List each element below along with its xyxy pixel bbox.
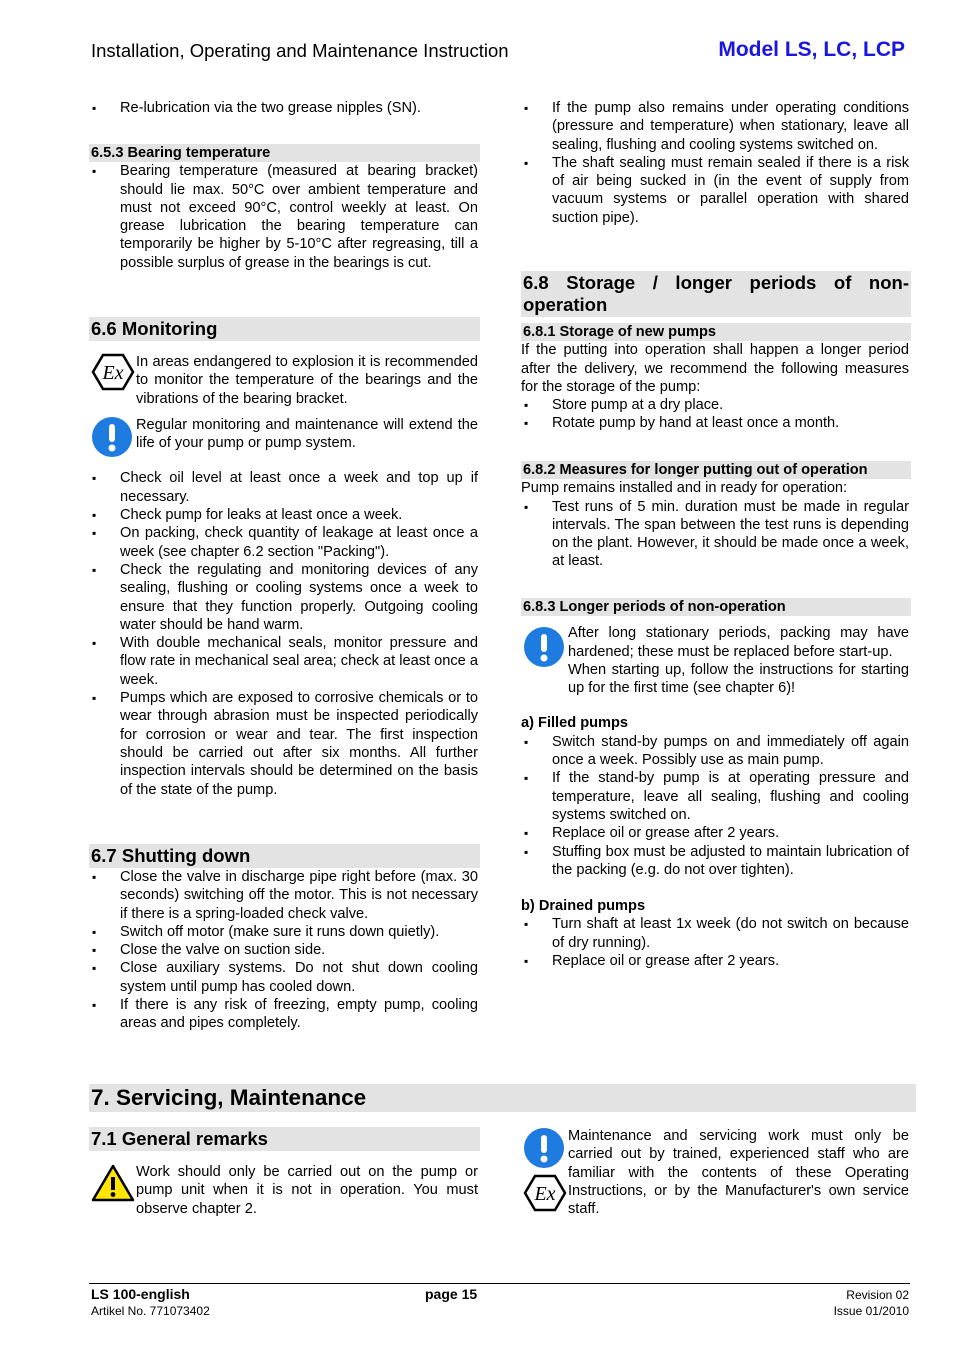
note-text: When starting up, follow the instructions for starting up for the first time (see chapter 6)! (568, 661, 909, 697)
list-item: ▪ If the pump also remains under operating conditions (pressure and temperature) when stationary, leave all sealing, flushing and cooling systems switched on. (521, 99, 911, 154)
chapter-heading: 7. Servicing, Maintenance (89, 1084, 916, 1112)
note-text: Maintenance and servicing work must only be carried out by trained, experienced staff who are familiar with the contents of these Operating Instructions, or by the Manufacturer's own service staff. (568, 1128, 909, 1218)
ex-explosion-icon (91, 353, 135, 396)
section-heading: 7.1 General remarks (89, 1127, 480, 1151)
note-text: Work should only be carried out on the pump or pump unit when it is not in operation. You must observe chapter 2. (136, 1164, 478, 1217)
footer-article: Artikel No. 771073402 (91, 1304, 210, 1318)
list-item: ▪ Check pump for leaks at least once a week. (89, 506, 480, 524)
info-exclamation-icon (91, 416, 133, 463)
storage-text: If the putting into operation shall happen a longer period after the delivery, we recommend the following measures for the storage of the pump: (521, 342, 909, 395)
operating-list (521, 99, 911, 227)
section-6-6 (89, 317, 480, 799)
warning-triangle-icon (91, 1163, 135, 1208)
ex-explosion-icon (523, 1174, 567, 1217)
section-6-8-3 (521, 598, 911, 970)
list-item: ▪ Switch stand-by pumps on and immediately off again once a week. Possibly use as main pump. (521, 733, 911, 770)
list-item: ▪ Replace oil or grease after 2 years. (521, 824, 911, 842)
list-item: ▪ With double mechanical seals, monitor pressure and flow rate in mechanical seal area; check at least once a week. (89, 634, 480, 689)
section-6-8 (521, 271, 911, 433)
page-number: page 15 (425, 1286, 478, 1302)
section-7-1 (89, 1127, 480, 1218)
right-top (521, 99, 911, 227)
section-heading: 6.7 Shutting down (89, 844, 480, 868)
test-run-list (521, 498, 911, 571)
list-item: ▪ Stuffing box must be adjusted to maintain lubrication of the packing (e.g. do not over tighten). (521, 843, 911, 880)
footer-issue: Issue 01/2010 (833, 1304, 909, 1318)
stationary-note (521, 624, 911, 697)
list-item: ▪ Close the valve on suction side. (89, 941, 480, 959)
list-item: ▪ Replace oil or grease after 2 years. (521, 952, 911, 970)
section-6-7 (89, 844, 480, 1033)
subsection-heading: 6.8.1 Storage of new pumps (521, 323, 911, 341)
list-item: ▪ Check the regulating and monitoring devices of any sealing, flushing or cooling systems once a week to ensure that they function properly. Outgoing cooling water should be hand warm. (89, 561, 480, 634)
list-item: ▪ Close the valve in discharge pipe right before (max. 30 seconds) switching off the motor. This is not necessary if there is a spring-loaded check valve. (89, 868, 480, 923)
list-item: ▪ The shaft sealing must remain sealed if there is a risk of air being sucked in (in the event of supply from vacuum systems or parallel operation with shared suction pipe). (521, 154, 911, 227)
svg-text:Ex: Ex (534, 1183, 556, 1205)
list-item: ▪ Turn shaft at least 1x week (do not switch on because of dry running). (521, 915, 911, 952)
note-text: After long stationary periods, packing may have hardened; these must be replaced before start-up. (568, 625, 909, 660)
section-heading: 6.8 Storage / longer periods of non-operation (523, 272, 909, 315)
bearing-list (89, 162, 480, 272)
list-item: ▪ Store pump at a dry place. (521, 396, 911, 414)
filled-pumps-heading: a) Filled pumps (521, 715, 629, 732)
subsection-heading: 6.8.3 Longer periods of non-operation (521, 598, 911, 616)
list-item: ▪ Re-lubrication via the two grease nipples (SN). (89, 99, 480, 117)
left-column (89, 99, 480, 117)
drained-pumps-heading: b) Drained pumps (521, 898, 646, 915)
subsection-heading: 6.8.2 Measures for longer putting out of operation (521, 461, 911, 479)
list-item: ▪ Test runs of 5 min. duration must be made in regular intervals. The span between the test runs is depending on the plant. However, it should be made once a week, at least. (521, 498, 911, 571)
section-6-5-3 (89, 144, 480, 272)
list-item: ▪ Pumps which are exposed to corrosive chemicals or to wear through abrasion must be inspected periodically for corrosion or wear and tear. The first inspection should be carried out after six months. All further inspection intervals should be determined on the basis of the state of the pump. (89, 689, 480, 799)
list-item: ▪ Check oil level at least once a week and top up if necessary. (89, 469, 480, 506)
intro-list (89, 99, 480, 117)
drained-pumps-list (521, 915, 911, 970)
list-item: ▪ Close auxiliary systems. Do not shut down cooling system until pump has cooled down. (89, 959, 480, 996)
explosion-note (89, 353, 480, 408)
list-item: ▪ Switch off motor (make sure it runs down quietly). (89, 923, 480, 941)
list-item: ▪ If there is any risk of freezing, empty pump, cooling areas and pipes completely. (89, 996, 480, 1033)
shutdown-list (89, 868, 480, 1033)
footer-divider (89, 1283, 910, 1284)
warning-note (89, 1163, 480, 1218)
section-7-1-right (521, 1127, 911, 1218)
list-item: ▪ Rotate pump by hand at least once a month. (521, 414, 911, 432)
info-exclamation-icon (523, 1127, 565, 1174)
footer-doc: LS 100-english (91, 1286, 190, 1302)
staff-note (521, 1127, 911, 1218)
storage-list (521, 396, 911, 433)
info-exclamation-icon (523, 626, 565, 673)
model-heading: Model LS, LC, LCP (718, 38, 905, 61)
list-item: ▪ If the stand-by pump is at operating pressure and temperature, leave all sealing, flushing and cooling systems switched on. (521, 769, 911, 824)
filled-pumps-list (521, 733, 911, 879)
svg-text:Ex: Ex (102, 362, 124, 384)
putting-out-text: Pump remains installed and in ready for operation: (521, 480, 848, 497)
note-text: In areas endangered to explosion it is recommended to monitor the temperature of the bearings and the vibrations of the bearing bracket. (136, 354, 478, 407)
section-6-8-2 (521, 461, 911, 571)
list-item: ▪ On packing, check quantity of leakage at least once a week (see chapter 6.2 section "Packing"). (89, 524, 480, 561)
note-text: Regular monitoring and maintenance will extend the life of your pump or pump system. (136, 416, 478, 452)
list-item: ▪ Bearing temperature (measured at bearing bracket) should lie max. 50°C over ambient temperature and must not exceed 90°C, control weekly at least. On grease lubrication the bearing temperature can temporarily be higher by 5-10°C after regreasing, till a possible surplus of grease in the bearings is cut. (89, 162, 480, 272)
section-heading: 6.6 Monitoring (89, 317, 480, 341)
info-note (89, 416, 480, 453)
section-heading: 6.5.3 Bearing temperature (89, 144, 480, 162)
footer-revision: Revision 02 (846, 1288, 909, 1302)
monitoring-list (89, 469, 480, 798)
document-title: Installation, Operating and Maintenance Instruction (91, 40, 509, 61)
